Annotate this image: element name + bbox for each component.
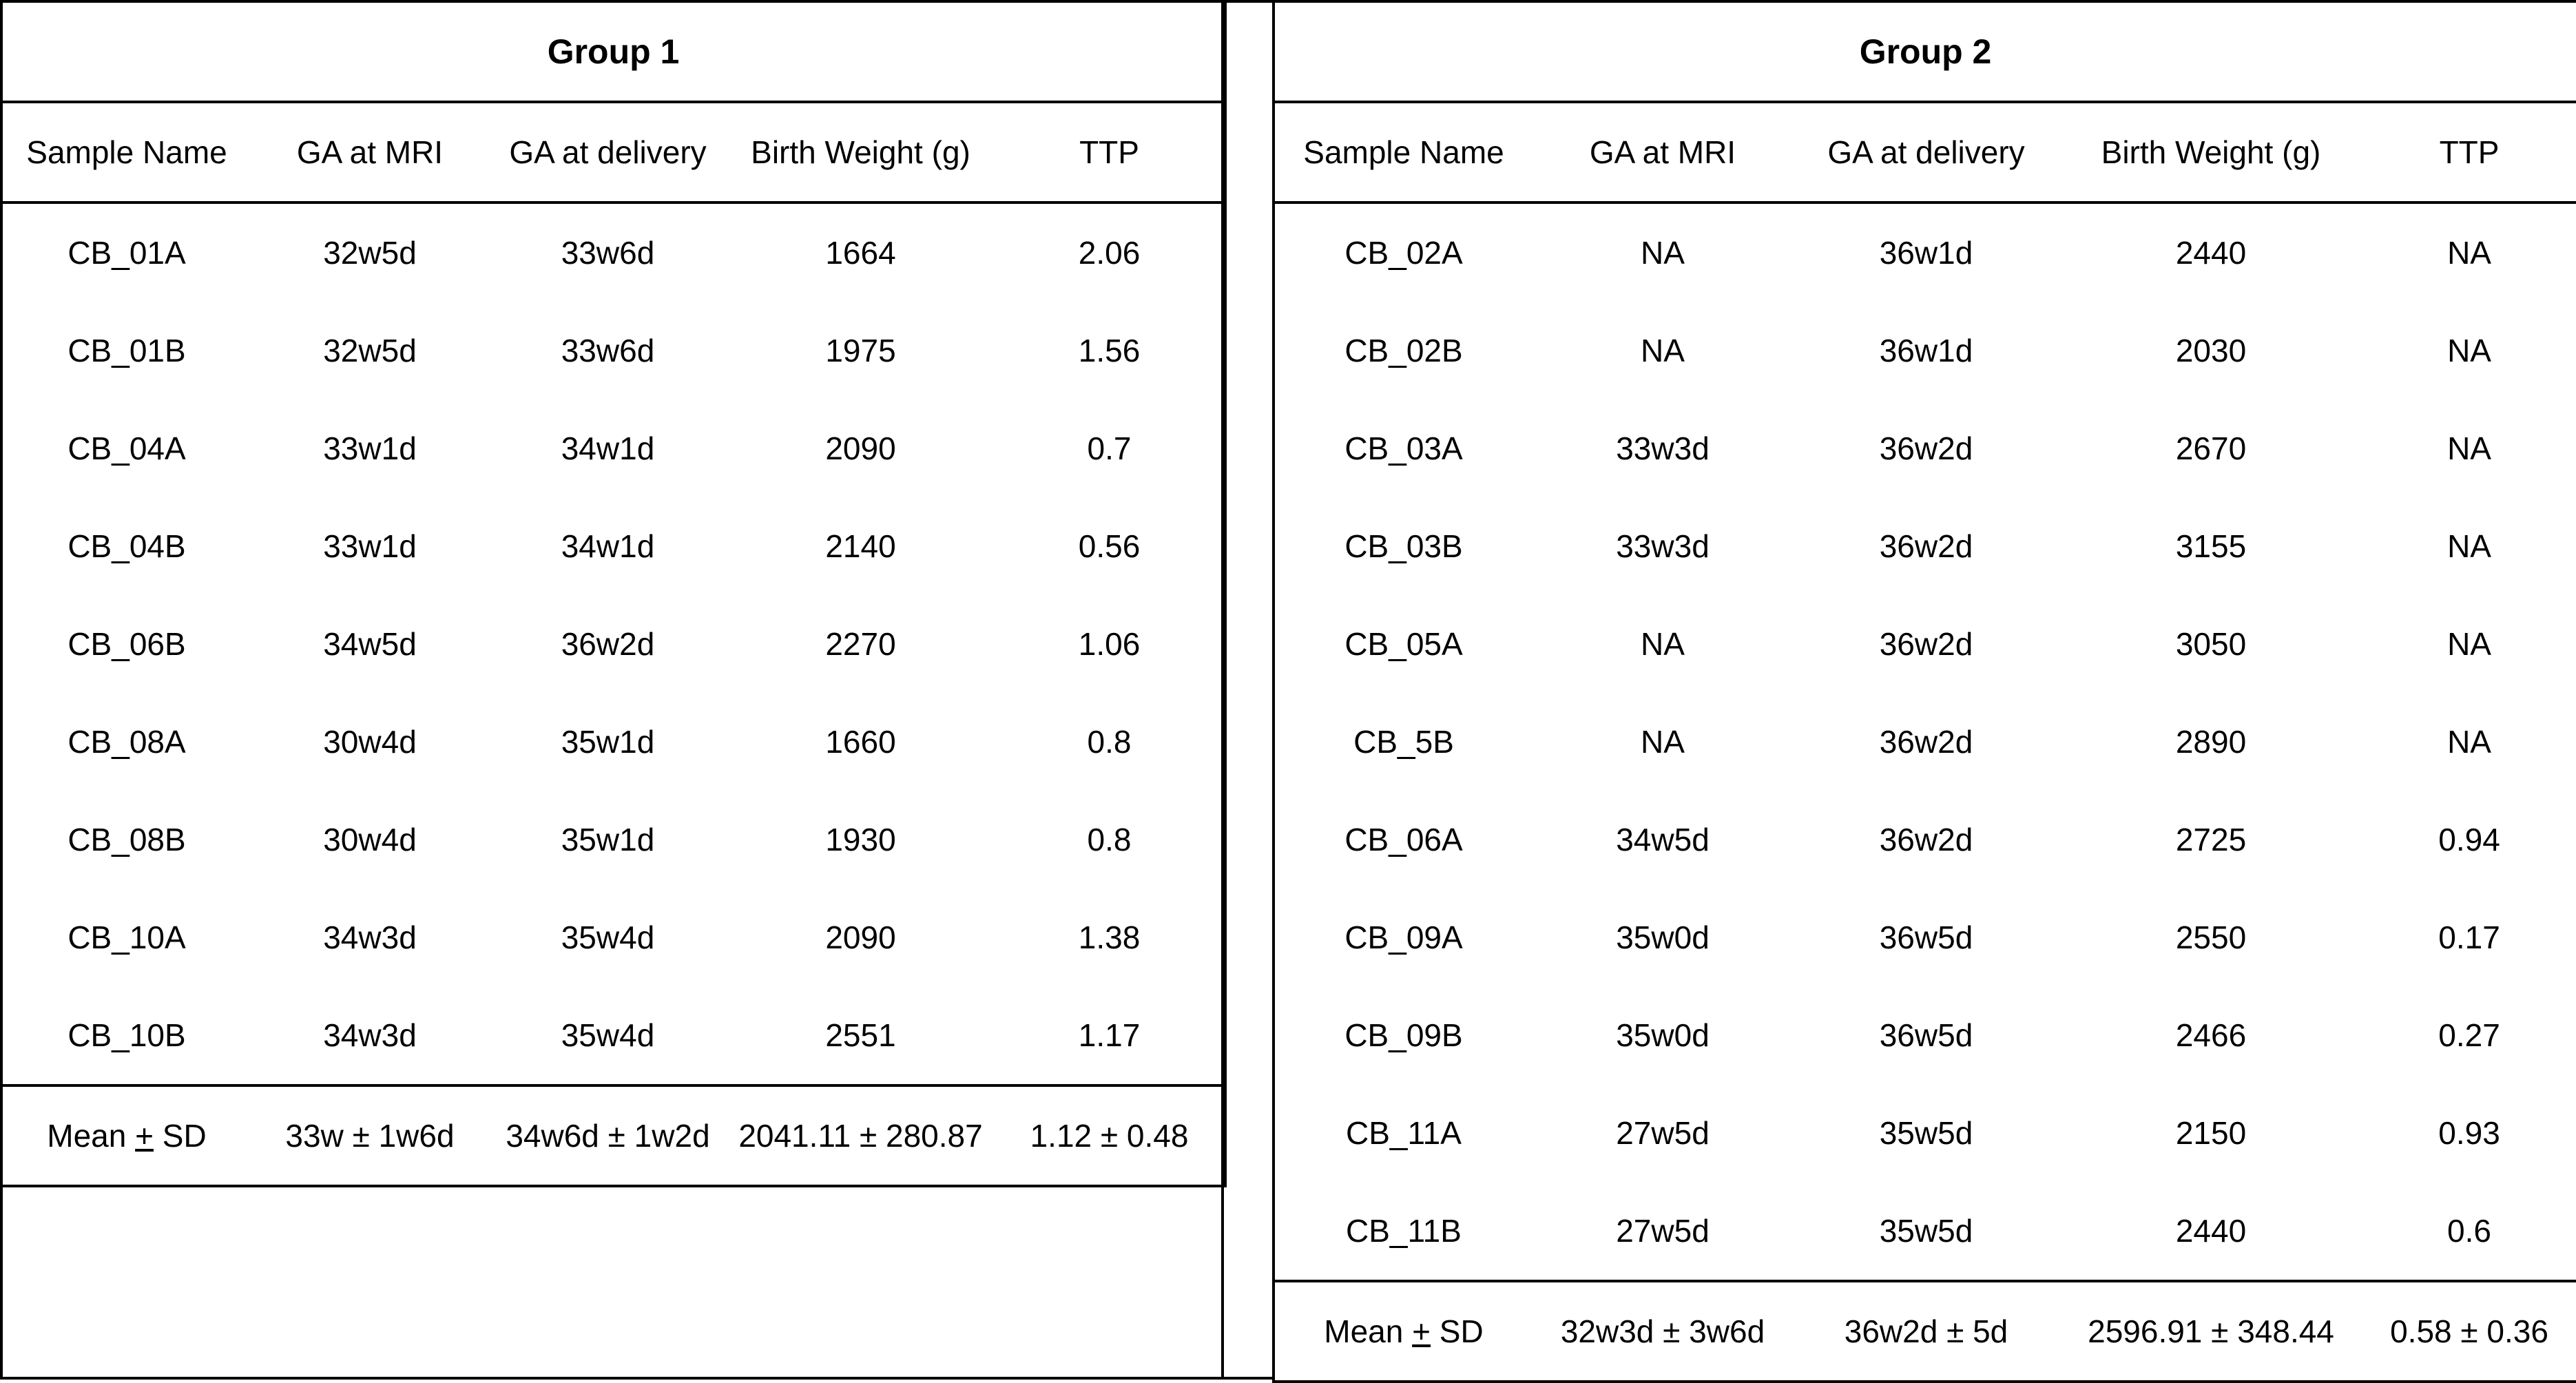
table-cell: 0.8 — [1087, 822, 1132, 857]
table-cell: NA — [2447, 626, 2491, 662]
group2-column-header: Birth Weight (g) — [2059, 102, 2362, 202]
group2-body — [1274, 1, 2576, 1382]
table-cell: 0.7 — [1087, 430, 1132, 466]
table-cell: CB_02A — [1344, 235, 1463, 271]
table-cell: 2550 — [2175, 919, 2247, 955]
table-cell: 0.56 — [1078, 528, 1141, 564]
mean-label-suffix: SD — [154, 1118, 207, 1154]
table-cell: CB_10B — [67, 1017, 186, 1053]
table-cell: 35w5d — [1879, 1213, 1973, 1249]
table-row — [1274, 1182, 2576, 1281]
table-cell: 34w5d — [1616, 822, 1710, 857]
group1-mean-value: 33w ± 1w6d — [251, 1085, 489, 1186]
table-cell: CB_04B — [67, 528, 186, 564]
table-cell: 1.06 — [1078, 626, 1141, 662]
table-cell: 35w0d — [1616, 1017, 1710, 1053]
table-cell: 34w5d — [323, 626, 417, 662]
table-cell: 3050 — [2175, 626, 2247, 662]
table-cell: CB_06A — [1344, 822, 1463, 857]
table-row — [1, 693, 1225, 791]
table-row — [1274, 986, 2576, 1084]
table-cell: 36w2d — [561, 626, 655, 662]
table-cell: NA — [1641, 724, 1685, 760]
table-cell: NA — [2447, 333, 2491, 368]
table-cell: 36w5d — [1879, 919, 1973, 955]
group2-mean-value: 32w3d ± 3w6d — [1533, 1281, 1793, 1382]
table-cell: 35w0d — [1616, 919, 1710, 955]
table-row — [1274, 595, 2576, 693]
group2-title: Group 2 — [1274, 1, 2576, 102]
mean-label-prefix: Mean — [47, 1118, 136, 1154]
table-cell: 2270 — [825, 626, 896, 662]
table-cell: 36w1d — [1879, 235, 1973, 271]
table-cell: 33w3d — [1616, 528, 1710, 564]
table-cell: 36w2d — [1879, 822, 1973, 857]
plus-minus-symbol: + — [135, 1118, 154, 1154]
table-cell: NA — [1641, 333, 1685, 368]
table-row — [1, 202, 1225, 302]
plus-minus-symbol: + — [1412, 1313, 1431, 1349]
table-cell: 2466 — [2175, 1017, 2247, 1053]
table-cell: CB_10A — [67, 919, 186, 955]
table-cell: NA — [2447, 528, 2491, 564]
table-cell: CB_01B — [67, 333, 186, 368]
group2-header-row — [1274, 102, 2576, 202]
table-cell: 34w1d — [561, 528, 655, 564]
table-cell: 2670 — [2175, 430, 2247, 466]
table-row — [1, 302, 1225, 399]
table-cell: 0.17 — [2438, 919, 2500, 955]
table-cell: 36w2d — [1879, 528, 1973, 564]
table-row — [1274, 1084, 2576, 1182]
group1-mean-row — [1, 1085, 1225, 1186]
table-row — [1, 595, 1225, 693]
group1-column-header: GA at delivery — [489, 102, 727, 202]
table-row — [1274, 693, 2576, 791]
table-row — [1274, 497, 2576, 595]
group1-title-row — [1, 1, 1225, 102]
table-cell: 35w4d — [561, 919, 655, 955]
table-cell: NA — [2447, 724, 2491, 760]
table-row — [1274, 302, 2576, 399]
table-cell: 34w1d — [561, 430, 655, 466]
table-cell: CB_09B — [1344, 1017, 1463, 1053]
table-cell: CB_06B — [67, 626, 186, 662]
table-cell: 33w1d — [323, 430, 417, 466]
group2-column-header: TTP — [2362, 102, 2576, 202]
table-cell: 2440 — [2175, 1213, 2247, 1249]
table-cell: 33w1d — [323, 528, 417, 564]
table-cell: 0.93 — [2438, 1115, 2500, 1151]
table-cell: 2725 — [2175, 822, 2247, 857]
table-cell: 2551 — [825, 1017, 896, 1053]
table-cell: 32w5d — [323, 235, 417, 271]
group2-column-header: GA at delivery — [1793, 102, 2059, 202]
table-cell: 2440 — [2175, 235, 2247, 271]
table-cell: 35w5d — [1879, 1115, 1973, 1151]
table-cell: 36w2d — [1879, 724, 1973, 760]
table-row — [1, 986, 1225, 1085]
mean-label-prefix: Mean — [1324, 1313, 1413, 1349]
group1-mean-value: 2041.11 ± 280.87 — [727, 1085, 995, 1186]
table-cell: CB_04A — [67, 430, 186, 466]
table-cell: 33w6d — [561, 235, 655, 271]
table-cell: 35w1d — [561, 724, 655, 760]
table-cell: CB_08A — [67, 724, 186, 760]
table-row — [1, 888, 1225, 986]
table-cell: CB_05A — [1344, 626, 1463, 662]
table-cell: CB_02B — [1344, 333, 1463, 368]
group1-mean-value: 1.12 ± 0.48 — [995, 1085, 1225, 1186]
table-cell: 34w3d — [323, 1017, 417, 1053]
table-row — [1, 497, 1225, 595]
group2-column-header: GA at MRI — [1533, 102, 1793, 202]
table-cell: 0.27 — [2438, 1017, 2500, 1053]
table-cell: CB_11A — [1346, 1115, 1462, 1151]
table-cell: 32w5d — [323, 333, 417, 368]
table-cell: 34w3d — [323, 919, 417, 955]
table-cell: 33w3d — [1616, 430, 1710, 466]
table-cell: CB_5B — [1353, 724, 1454, 760]
group1-body — [1, 1, 1225, 1186]
group1-title: Group 1 — [1, 1, 1225, 102]
table-cell: 0.94 — [2438, 822, 2500, 857]
group1-column-header: GA at MRI — [251, 102, 489, 202]
table-cell: NA — [2447, 235, 2491, 271]
group-separator — [1221, 0, 1275, 1380]
table-row — [1274, 888, 2576, 986]
table-row — [1, 791, 1225, 888]
table-cell: 30w4d — [323, 724, 417, 760]
table-row — [1274, 791, 2576, 888]
table-cell: NA — [1641, 235, 1685, 271]
table-cell: 0.8 — [1087, 724, 1132, 760]
group2-title-row — [1274, 1, 2576, 102]
table-cell: CB_11B — [1346, 1213, 1462, 1249]
group2-mean-label — [1274, 1281, 1533, 1382]
table-cell: 35w1d — [561, 822, 655, 857]
table-cell: CB_03B — [1344, 528, 1463, 564]
group1-header-row — [1, 102, 1225, 202]
table-cell: CB_03A — [1344, 430, 1463, 466]
table-cell: CB_08B — [67, 822, 186, 857]
table-cell: 2090 — [825, 430, 896, 466]
mean-label-suffix: SD — [1431, 1313, 1484, 1349]
group1-mean-value: 34w6d ± 1w2d — [489, 1085, 727, 1186]
table-cell: CB_01A — [67, 235, 186, 271]
table-row — [1274, 399, 2576, 497]
table-cell: 1975 — [825, 333, 896, 368]
group2-mean-value: 0.58 ± 0.36 — [2362, 1281, 2576, 1382]
table-cell: 36w1d — [1879, 333, 1973, 368]
table-cell: 27w5d — [1616, 1115, 1710, 1151]
table-cell: 1930 — [825, 822, 896, 857]
group2-column-header: Sample Name — [1274, 102, 1533, 202]
table-cell: NA — [1641, 626, 1685, 662]
table-cell: 1.17 — [1078, 1017, 1141, 1053]
table-cell: 2.06 — [1078, 235, 1141, 271]
group1-column-header: Birth Weight (g) — [727, 102, 995, 202]
table-cell: 1664 — [825, 235, 896, 271]
table-cell: 1660 — [825, 724, 896, 760]
table-cell: NA — [2447, 430, 2491, 466]
table-cell: 36w2d — [1879, 626, 1973, 662]
table-cell: 2030 — [2175, 333, 2247, 368]
table-cell: 2140 — [825, 528, 896, 564]
table-cell: CB_09A — [1344, 919, 1463, 955]
table-cell: 2150 — [2175, 1115, 2247, 1151]
table-cell: 27w5d — [1616, 1213, 1710, 1249]
table-cell: 3155 — [2175, 528, 2247, 564]
table-cell: 0.6 — [2447, 1213, 2491, 1249]
group1-column-header: TTP — [995, 102, 1225, 202]
group2-mean-value: 2596.91 ± 348.44 — [2059, 1281, 2362, 1382]
group1-column-header: Sample Name — [1, 102, 251, 202]
table-cell: 36w5d — [1879, 1017, 1973, 1053]
table-cell: 2090 — [825, 919, 896, 955]
table-row — [1, 399, 1225, 497]
table-cell: 35w4d — [561, 1017, 655, 1053]
table-cell: 33w6d — [561, 333, 655, 368]
table-cell: 1.38 — [1078, 919, 1141, 955]
table-cell: 2890 — [2175, 724, 2247, 760]
group1-mean-label — [1, 1085, 251, 1186]
group2-mean-row — [1274, 1281, 2576, 1382]
table-cell: 36w2d — [1879, 430, 1973, 466]
table-cell: 1.56 — [1078, 333, 1141, 368]
group1-table — [0, 0, 1227, 1187]
group2-table — [1272, 0, 2576, 1383]
table-row — [1274, 202, 2576, 302]
table-cell: 30w4d — [323, 822, 417, 857]
group2-mean-value: 36w2d ± 5d — [1793, 1281, 2059, 1382]
